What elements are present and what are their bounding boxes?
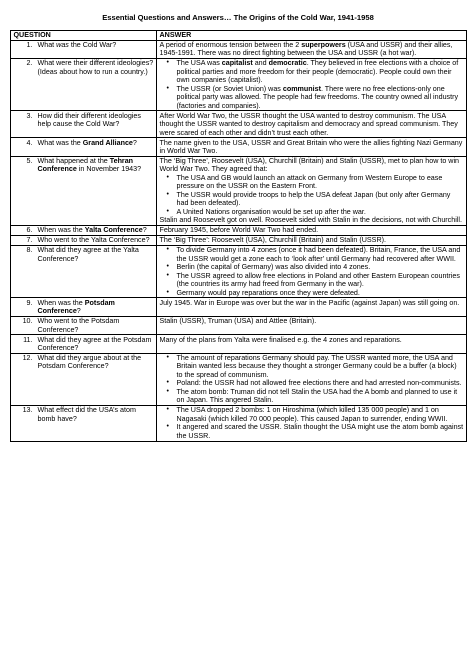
question-text [38,157,154,174]
answer-cell [157,298,467,316]
question-text [38,139,154,147]
text-run: . They believed in free elections with a choice of political parties and more freedom for their people (democratic). People could own their own companies (capitalist). [176,59,459,85]
question-number: 7. [26,236,33,245]
text-run: What were their different ideologies? (Ideas about how to run a country.) [37,59,154,76]
bullet-point [160,263,464,271]
answer-cell [157,353,467,405]
text-run: What [37,40,57,49]
bullet-point [160,289,464,297]
bold-term: Yalta Conference [84,226,143,235]
text-run: The amount of reparations Germany should pay. The USSR wanted more, the USA and Britain wanted less because they thought a stronger Germany could be a buffer (a block) to the spread of communism. [176,354,457,379]
text-run: ? [132,138,137,147]
question-text [38,236,154,244]
question-number: 11. [23,335,33,344]
text-run: Stalin (USSR), Truman (USA) and Attlee (Britain). [159,317,317,326]
italic-term: was [56,40,69,49]
answer-cell [157,406,467,441]
bullet-point [160,354,464,379]
question-text [38,59,154,76]
text-run: What did they agree at the Potsdam Conference? [37,335,152,352]
bold-term: Tehran Conference [37,157,134,174]
answer-cell [157,40,467,58]
text-run: Berlin (the capital of Germany) was also divided into 4 zones. [176,263,371,272]
answer-paragraph [160,236,464,244]
text-run: The atom bomb: Truman did not tell Stalin the USA had the A bomb and planned to use it on Japan. This angered Stalin. [176,387,458,405]
answer-paragraph [160,139,464,156]
text-run: It angered and scared the USSR. Stalin thought the USA might use the atom bomb against the USSR. [176,423,464,440]
text-run: The USSR agreed to allow free elections in Poland and other Eastern European countries (the countries its army had freed from Germany in the war). [176,271,460,289]
table-row [11,298,467,316]
bullet-point [160,246,464,263]
question-cell [11,156,157,225]
question-number: 9. [26,298,33,307]
text-run: What did they agree at the Yalta Conference? [37,246,139,263]
question-text [38,336,154,353]
question-number: 3. [26,111,33,120]
answer-cell [157,246,467,298]
text-run: the Cold War? [68,40,117,49]
answer-column-header: ANSWER [157,30,467,40]
text-run: The USSR would provide troops to help the USA defeat Japan (but only after Germany had been defeated). [176,190,451,208]
table-row [11,40,467,58]
text-run: Poland: the USSR had not allowed free elections there and had arrested non-communists. [176,379,462,388]
bold-term: communist [282,84,321,93]
bullet-point [160,423,464,440]
text-run: ? [76,307,81,316]
answer-cell [157,226,467,236]
text-run: What did they argue about at the Potsdam Conference? [37,354,142,371]
table-row [11,335,467,353]
text-run: in November 1943? [76,165,142,174]
answer-paragraph [160,299,464,307]
bullet-point [160,85,464,110]
question-cell [11,353,157,405]
question-cell [11,298,157,316]
text-run: A United Nations organisation would be set up after the war. [176,207,366,216]
text-run: July 1945. War in Europe was over but the war in the Pacific (against Japan) was still going on. [159,298,460,307]
text-run: Germany would pay reparations once they were defeated. [176,288,360,297]
table-row [11,111,467,138]
answer-cell [157,335,467,353]
text-run: After World War Two, the USSR thought the USA wanted to destroy communism. The USA thought the USSR wanted to destroy capitalism and democracy and spread communism. They were scared of each other and didn’t trust each other. [159,111,458,137]
table-row [11,138,467,156]
text-run: When was the [37,298,85,307]
question-text [38,246,154,263]
text-run: The USA dropped 2 bombs: 1 on Hiroshima (which killed 135 000 people) and 1 on Nagasaki (which killed 70 000 people). This caused Japan to surrender, ending WWII. [176,406,448,423]
question-cell [11,111,157,138]
question-number: 1. [26,40,33,49]
answer-cell [157,111,467,138]
bullet-point [160,272,464,289]
bullet-point [160,174,464,191]
bold-term: Grand Alliance [82,138,133,147]
text-run: A period of enormous tension between the 2 [159,40,302,49]
text-run: February 1945, before World War Two had ended. [159,226,319,235]
question-text [38,299,154,316]
question-cell [11,40,157,58]
table-row [11,59,467,111]
bold-term: superpowers [301,40,346,49]
text-run: To divide Germany into 4 zones (once it had been defeated). Britain, France, the USA and the USSR would get a zone each to ‘look after’ until Germany had recovered after WWII. [176,246,461,263]
answer-bullet-list [160,406,464,440]
text-run: Stalin and Roosevelt got on well. Roosevelt sided with Stalin in the decisions, not with Churchill. [159,216,462,225]
answer-paragraph [160,317,464,325]
bold-term: capitalist [221,59,253,68]
answer-cell [157,236,467,246]
question-number: 4. [26,138,33,147]
question-cell [11,226,157,236]
text-run: What was the [37,138,83,147]
table-row [11,226,467,236]
question-text [38,226,154,234]
bullet-point [160,191,464,208]
question-cell [11,335,157,353]
question-text [38,406,154,423]
text-run: Many of the plans from Yalta were finalised e.g. the 4 zones and reparations. [159,335,402,344]
question-cell [11,246,157,298]
text-run: The ‘Big Three’, Roosevelt (USA), Churchill (Britain) and Stalin (USSR), met to plan how to win World War Two. They agreed that: [159,157,459,174]
question-number: 5. [26,157,33,166]
table-row [11,316,467,334]
answer-paragraph [160,226,464,234]
question-cell [11,316,157,334]
bullet-point [160,388,464,405]
text-run: . There were no free elections-only one political party was allowed. The people had few freedoms. The country owned all industry (factories and companies). [176,84,459,110]
question-text [38,354,154,371]
table-row [11,236,467,246]
document-title: Essential Questions and Answers… The Origins of the Cold War, 1941-1958 [102,13,374,22]
text-run: and [252,59,269,68]
text-run: The ‘Big Three’: Roosevelt (USA), Churchill (Britain) and Stalin (USSR). [159,236,386,245]
text-run: When was the [37,226,85,235]
bullet-point [160,379,464,387]
table-row [11,406,467,441]
text-run: ? [142,226,147,235]
answer-bullet-list [160,174,464,216]
text-run: What happened at the [37,157,110,166]
bullet-point [160,59,464,84]
text-run: Who went to the Yalta Conference? [37,236,150,245]
answer-paragraph [160,112,464,137]
table-row [11,246,467,298]
table-header-row [11,30,467,40]
answer-cell [157,59,467,111]
answer-paragraph [160,157,464,174]
question-cell [11,406,157,441]
question-text [38,112,154,129]
bullet-point [160,208,464,216]
question-column-header: QUESTION [11,30,157,40]
qa-table [10,30,467,442]
answer-bullet-list [160,354,464,405]
question-number: 12. [22,354,33,363]
question-number: 2. [26,59,33,68]
text-run: Who went to the Potsdam Conference? [37,317,120,334]
question-text [38,41,154,49]
question-number: 13. [22,406,33,415]
text-run: How did their different ideologies help cause the Cold War? [37,111,141,129]
text-run: The name given to the USA, USSR and Great Britain who were the allies fighting Nazi Germany in World War Two. [159,138,463,155]
question-cell [11,59,157,111]
answer-cell [157,138,467,156]
answer-paragraph [160,216,464,224]
text-run: What effect did the USA’s atom bomb have? [37,406,136,423]
answer-cell [157,316,467,334]
text-run: The USA and GB would launch an attack on Germany from Western Europe to ease pressure on the USSR on the Eastern Front. [176,173,443,191]
question-number: 6. [26,226,33,235]
text-run: The USA was [176,59,222,68]
answer-bullet-list [160,59,464,110]
table-row [11,353,467,405]
bold-term: democratic [268,59,307,68]
text-run: (USA and USSR) and their allies, 1945-1991. There was no direct fighting between the USA and USSR (a hot war). [159,40,453,58]
bullet-point [160,406,464,423]
answer-paragraph [160,336,464,344]
question-cell [11,138,157,156]
answer-paragraph [160,41,464,58]
text-run: The USSR (or Soviet Union) was [176,84,283,93]
question-number: 10. [22,317,33,326]
table-row [11,156,467,225]
question-text [38,317,154,334]
bold-term: Potsdam Conference [37,298,115,316]
answer-bullet-list [160,246,464,297]
question-cell [11,236,157,246]
question-number: 8. [26,246,33,255]
table-body [11,40,467,441]
answer-cell [157,156,467,225]
